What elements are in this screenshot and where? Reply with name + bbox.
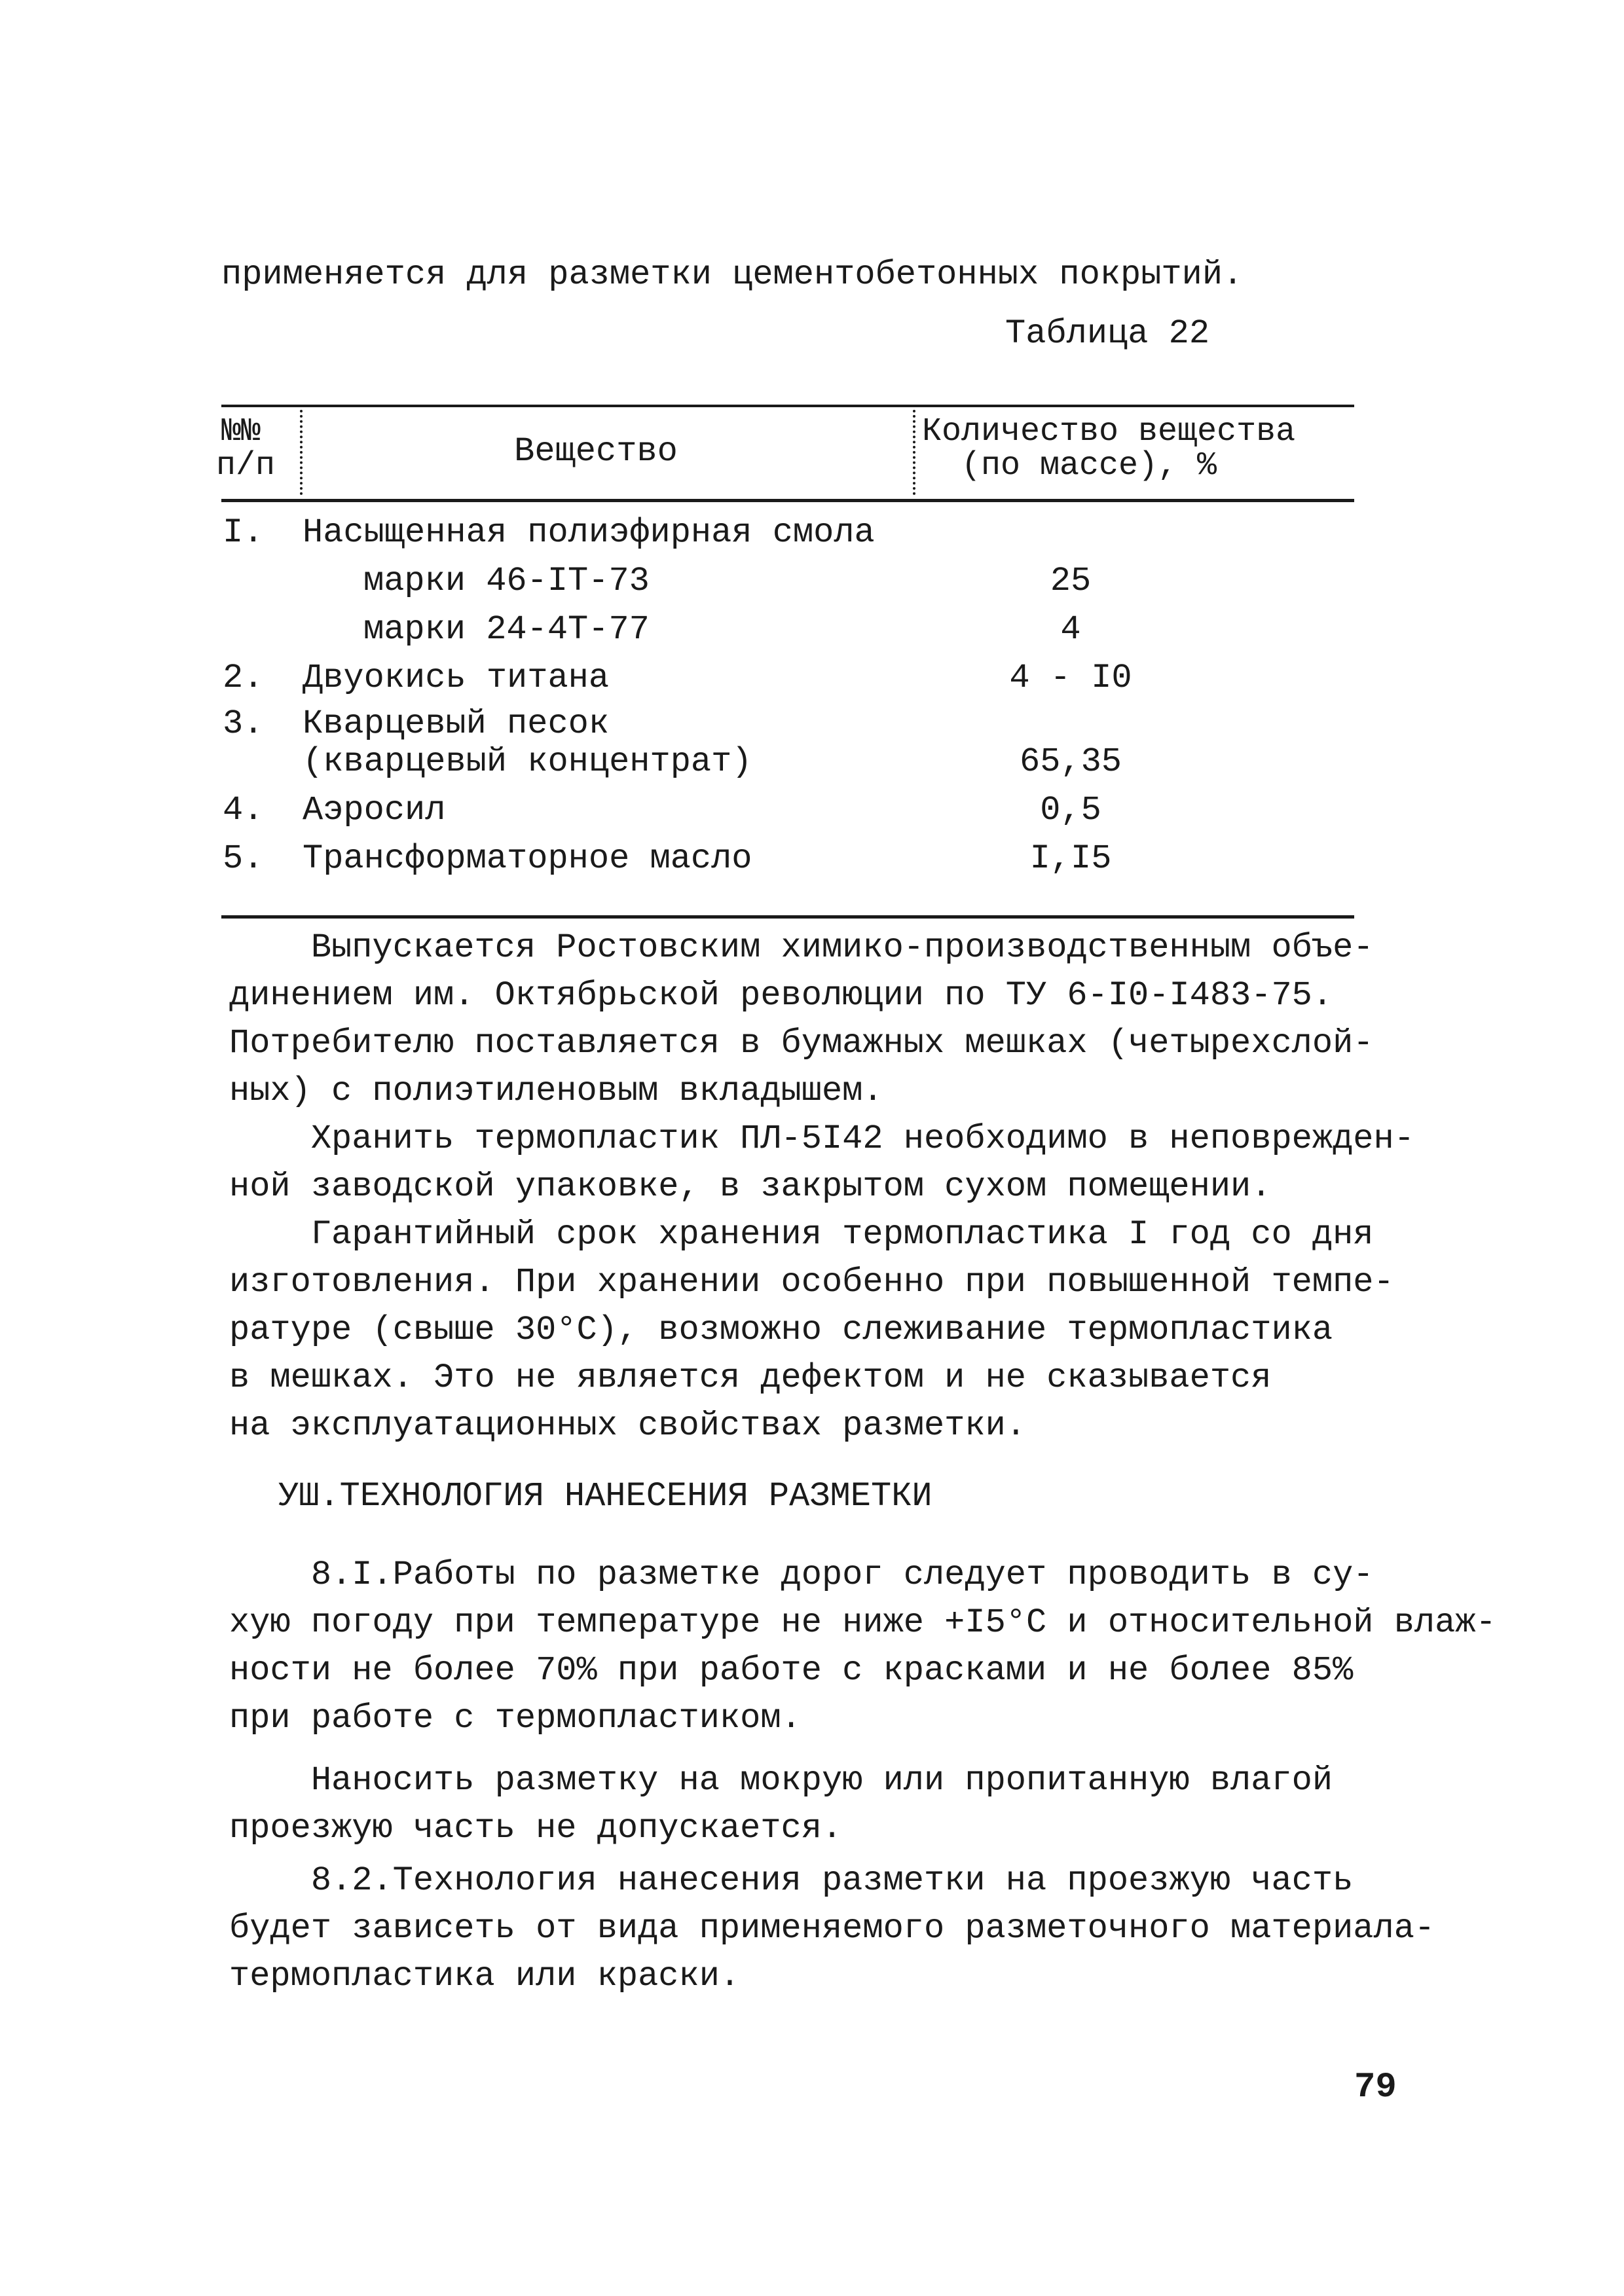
text-line: при работе с термопластиком. bbox=[229, 1699, 802, 1738]
table-bottom-rule bbox=[221, 915, 1354, 919]
table-top-rule bbox=[221, 405, 1354, 407]
row-substance: Двуокись титана bbox=[303, 659, 610, 697]
header-no-top: №№ bbox=[221, 413, 261, 450]
text-line: в мешках. Это не является дефектом и не сказывается bbox=[229, 1358, 1272, 1397]
header-substance: Вещество bbox=[514, 432, 678, 471]
header-divider-1 bbox=[300, 410, 303, 495]
row-substance: марки 24-4Т-77 bbox=[363, 610, 650, 649]
page-number: 79 bbox=[1354, 2068, 1397, 2107]
text-line: ности не более 70% при работе с красками и не более 85% bbox=[229, 1651, 1354, 1690]
row-quantity: 0,5 bbox=[1040, 791, 1101, 829]
text-line: ной заводской упаковке, в закрытом сухом помещении. bbox=[229, 1167, 1272, 1206]
row-substance: марки 46-IТ-73 bbox=[363, 562, 650, 600]
table-caption: Таблица 22 bbox=[1005, 314, 1210, 353]
text-line: ных) с полиэтиленовым вкладышем. bbox=[229, 1072, 883, 1110]
text-line: Хранить термопластик ПЛ-5I42 необходимо в неповрежден- bbox=[229, 1120, 1414, 1158]
header-qty-top: Количество вещества bbox=[922, 413, 1296, 450]
row-substance: Насыщенная полиэфирная смола bbox=[303, 513, 875, 552]
row-quantity: I,I5 bbox=[1029, 839, 1112, 878]
text-line: термопластика или краски. bbox=[229, 1957, 741, 1995]
text-line: Наносить разметку на мокрую или пропитанную влагой bbox=[229, 1761, 1333, 1800]
row-number: I. bbox=[223, 513, 264, 552]
text-line: будет зависеть от вида применяемого разметочного материала- bbox=[229, 1909, 1435, 1948]
section-heading: УШ.ТЕХНОЛОГИЯ НАНЕСЕНИЯ РАЗМЕТКИ bbox=[278, 1477, 932, 1516]
text-line: 8.2.Технология нанесения разметки на проезжую часть bbox=[229, 1861, 1354, 1900]
text-line: Выпускается Ростовским химико-производственным объе- bbox=[229, 928, 1374, 967]
header-qty-bottom: (по массе), % bbox=[961, 447, 1217, 484]
table-header-rule bbox=[221, 499, 1354, 502]
row-substance: Трансформаторное масло bbox=[303, 839, 752, 878]
row-quantity: 65,35 bbox=[1019, 742, 1122, 781]
row-quantity: 25 bbox=[1050, 562, 1092, 600]
row-substance: (кварцевый концентрат) bbox=[303, 742, 752, 781]
header-divider-2 bbox=[913, 410, 915, 495]
row-number: 2. bbox=[223, 659, 264, 697]
header-no-bottom: п/п bbox=[216, 447, 276, 484]
text-line: проезжую часть не допускается. bbox=[229, 1809, 843, 1848]
row-number: 4. bbox=[223, 791, 264, 829]
text-line: Гарантийный срок хранения термопластика I год со дня bbox=[229, 1215, 1374, 1254]
row-number: 3. bbox=[223, 704, 264, 743]
text-line: Потребителю поставляется в бумажных мешках (четырехслой- bbox=[229, 1024, 1374, 1063]
row-substance: Аэросил bbox=[303, 791, 446, 829]
text-line: изготовления. При хранении особенно при повышенной темпе- bbox=[229, 1263, 1394, 1302]
row-quantity: 4 bbox=[1060, 610, 1081, 649]
text-line: ратуре (свыше 30°С), возможно слеживание термопластика bbox=[229, 1311, 1333, 1349]
row-substance: Кварцевый песок bbox=[303, 704, 610, 743]
intro-line: применяется для разметки цементобетонных покрытий. bbox=[221, 255, 1244, 294]
row-number: 5. bbox=[223, 839, 264, 878]
text-line: хую погоду при температуре не ниже +I5°С и относительной влаж- bbox=[229, 1603, 1496, 1642]
text-line: 8.I.Работы по разметке дорог следует проводить в су- bbox=[229, 1556, 1374, 1594]
text-line: на эксплуатационных свойствах разметки. bbox=[229, 1406, 1026, 1445]
row-quantity: 4 - I0 bbox=[1009, 659, 1132, 697]
text-line: динением им. Октябрьской революции по ТУ 6-I0-I483-75. bbox=[229, 976, 1333, 1015]
